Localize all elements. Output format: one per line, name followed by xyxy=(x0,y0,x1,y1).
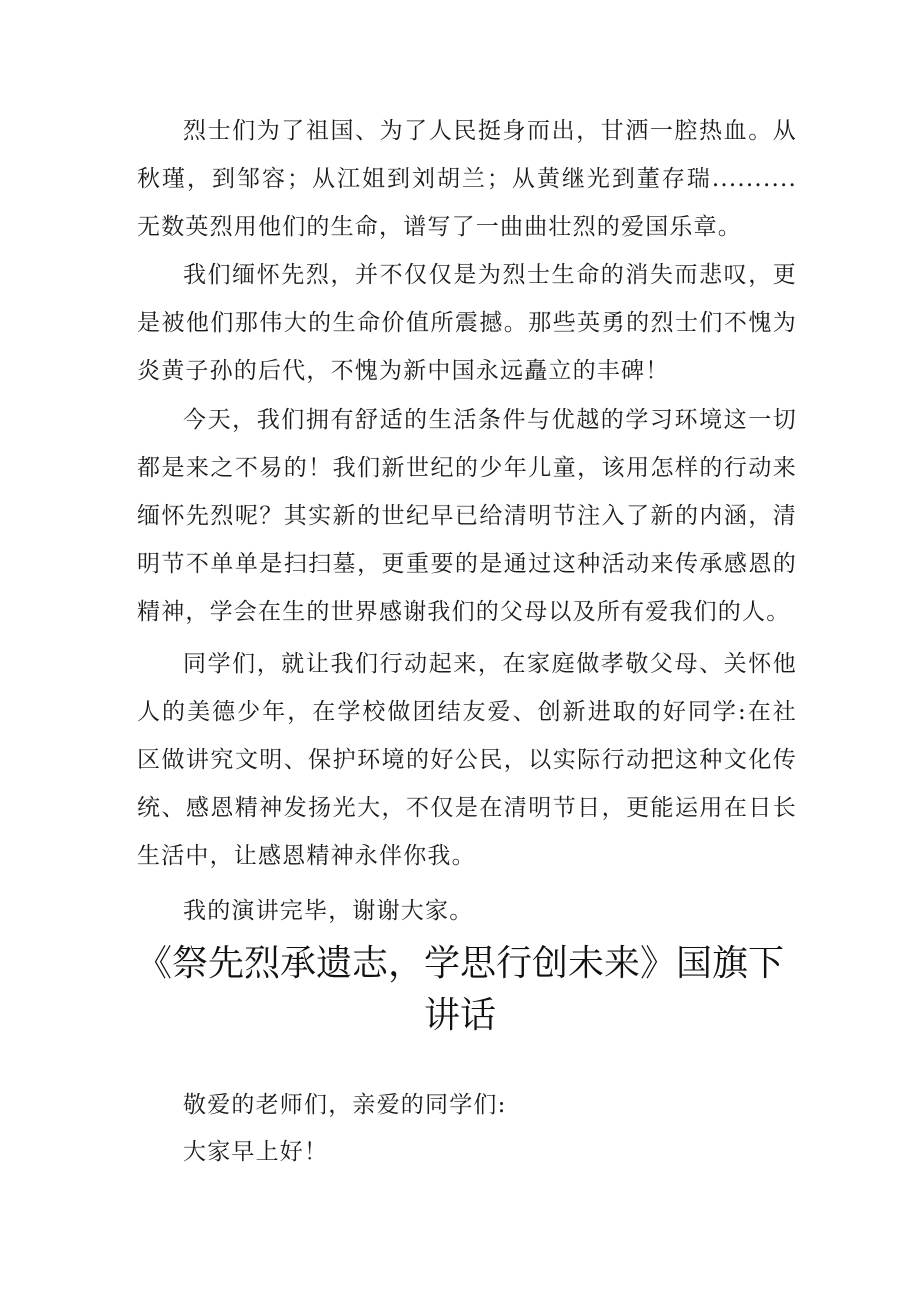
paragraph-remembrance xyxy=(137,251,797,395)
paragraph-text: 我们缅怀先烈，并不仅仅是为烈士生命的消失而悲叹，更是被他们那伟大的生命价值所震撼。那些英勇的烈士们不愧为炎黄子孙的后代，不愧为新中国永远矗立的丰碑！ xyxy=(137,262,797,384)
paragraph-today xyxy=(137,396,797,636)
paragraph-action xyxy=(137,640,797,880)
closing-line: 我的演讲完毕，谢谢大家。 xyxy=(183,898,474,924)
paragraph-martyrs xyxy=(137,107,797,251)
page-title xyxy=(120,938,800,1042)
paragraph-text: 今天，我们拥有舒适的生活条件与优越的学习环境这一切都是来之不易的！我们新世纪的少年儿童，该用怎样的行动来缅怀先烈呢？其实新的世纪早已给清明节注入了新的内涵，清明节不单单是扫扫墓，更重要的是通过这种活动来传承感恩的精神，学会在生的世界感谢我们的父母以及所有爱我们的人。 xyxy=(137,407,797,625)
greeting: 大家早上好！ xyxy=(183,1139,329,1165)
title-line-2: 讲话 xyxy=(423,995,496,1036)
salutation: 敬爱的老师们，亲爱的同学们: xyxy=(183,1092,507,1118)
paragraph-text: 同学们，就让我们行动起来，在家庭做孝敬父母、关怀他人的美德少年，在学校做团结友爱、创新进取的好同学:在社区做讲究文明、保护环境的好公民，以实际行动把这种文化传统、感恩精神发扬光大，不仅是在清明节日，更能运用在日长生活中，让感恩精神永伴你我。 xyxy=(137,651,797,869)
paragraph-text: 烈士们为了祖国、为了人民挺身而出，甘洒一腔热血。从秋瑾，到邹容；从江姐到刘胡兰；从黄继光到董存瑞..........无数英烈用他们的生命，谱写了一曲曲壮烈的爱国乐章。 xyxy=(137,118,797,240)
title-line-1: 《祭先烈承遗志，学思行创未来》国旗下 xyxy=(135,943,784,984)
